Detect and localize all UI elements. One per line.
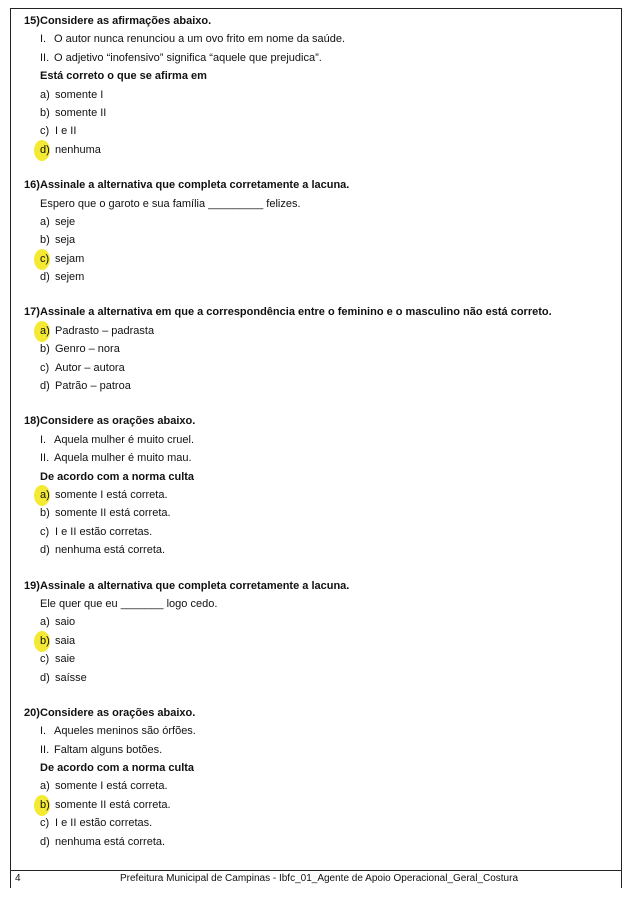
statement-line: [24, 195, 614, 213]
answer-option: [24, 250, 614, 268]
option-text: sejem: [55, 271, 85, 284]
question-stem-text: Assinale a alternativa em que a correspondência entre o feminino e o masculino não está correto.: [40, 306, 552, 319]
option-text: Autor – autora: [55, 361, 125, 374]
question-instruction: [24, 468, 614, 486]
option-letter: c): [40, 252, 50, 265]
answer-option: [24, 814, 614, 832]
question-15: [24, 12, 614, 159]
answer-option: [24, 541, 614, 559]
statement-text: Espero que o garoto e sua família _________ felizes.: [40, 197, 301, 210]
statement-marker: I.: [40, 433, 47, 446]
statement-text: O adjetivo “inofensivo” significa “aquele que prejudica”.: [54, 51, 322, 64]
answer-option: [24, 104, 614, 122]
statement-marker: I.: [40, 33, 47, 46]
question-stem-text: Assinale a alternativa que completa corretamente a lacuna.: [40, 179, 350, 192]
question-stem-text: Assinale a alternativa que completa corretamente a lacuna.: [40, 579, 350, 592]
option-text: somente II está correta.: [55, 507, 171, 520]
question-17: [24, 303, 614, 395]
statement-line: [24, 449, 614, 467]
question-number: 16): [24, 179, 40, 192]
option-letter: c): [40, 125, 50, 138]
question-instruction: [24, 67, 614, 85]
answer-option: [24, 650, 614, 668]
option-letter: b): [40, 507, 50, 520]
option-text: I e II estão corretas.: [55, 817, 153, 830]
option-letter: d): [40, 380, 50, 393]
statement-line: [24, 595, 614, 613]
statement-text: Faltam alguns botões.: [54, 743, 163, 756]
question-number: 19): [24, 579, 40, 592]
answer-option: [24, 613, 614, 631]
answer-option: [24, 122, 614, 140]
option-text: I e II: [55, 125, 77, 138]
question-stem-text: Considere as orações abaixo.: [40, 415, 196, 428]
option-letter: d): [40, 671, 50, 684]
option-text: saísse: [55, 671, 87, 684]
option-text: seje: [55, 215, 76, 228]
statement-text: Aquela mulher é muito mau.: [54, 452, 192, 465]
page-footer: [10, 872, 622, 888]
question-stem: [24, 303, 614, 321]
statement-text: Ele quer que eu _______ logo cedo.: [40, 597, 218, 610]
question-stem-text: Considere as afirmações abaixo.: [40, 15, 212, 27]
option-letter: a): [40, 88, 50, 101]
option-text: somente I está correta.: [55, 488, 168, 501]
answer-option: [24, 213, 614, 231]
question-stem: [24, 704, 614, 722]
option-text: nenhuma: [55, 143, 101, 156]
option-letter: c): [40, 653, 50, 666]
answer-option: [24, 796, 614, 814]
question-19: [24, 577, 614, 687]
statement-text: Aquela mulher é muito cruel.: [54, 433, 195, 446]
answer-option: [24, 340, 614, 358]
statement-text: De acordo com a norma culta: [40, 762, 195, 775]
statement-marker: II.: [40, 51, 50, 64]
option-text: somente II está correta.: [55, 798, 171, 811]
option-text: somente I: [55, 88, 104, 101]
question-18: [24, 412, 614, 559]
statement-text: O autor nunca renunciou a um ovo frito em nome da saúde.: [54, 33, 346, 46]
option-letter: d): [40, 544, 50, 557]
footer-divider: [10, 870, 622, 871]
footer-text: Prefeitura Municipal de Campinas - Ibfc_01_Agente de Apoio Operacional_Geral_Costura: [120, 873, 519, 884]
option-letter: d): [40, 835, 50, 848]
answer-option: [24, 377, 614, 395]
statement-line: [24, 49, 614, 67]
answer-option: [24, 141, 614, 159]
statement-line: [24, 30, 614, 48]
option-letter: d): [40, 143, 50, 156]
question-number: 15): [24, 15, 40, 27]
option-letter: b): [40, 634, 50, 647]
statement-marker: I.: [40, 725, 47, 738]
answer-option: [24, 231, 614, 249]
statement-text: De acordo com a norma culta: [40, 470, 195, 483]
statement-text: Aqueles meninos são órfões.: [54, 725, 196, 738]
question-number: 20): [24, 706, 40, 719]
question-stem: [24, 12, 614, 30]
statement-line: [24, 722, 614, 740]
answer-option: [24, 86, 614, 104]
option-text: seja: [55, 234, 76, 247]
answer-option: [24, 322, 614, 340]
option-text: I e II estão corretas.: [55, 525, 153, 538]
question-16: [24, 176, 614, 286]
option-letter: b): [40, 106, 50, 119]
answer-option: [24, 268, 614, 286]
option-letter: b): [40, 343, 50, 356]
option-letter: c): [40, 817, 50, 830]
option-letter: a): [40, 780, 50, 793]
option-letter: b): [40, 798, 50, 811]
option-letter: a): [40, 215, 50, 228]
question-stem-text: Considere as orações abaixo.: [40, 706, 196, 719]
answer-option: [24, 833, 614, 851]
option-letter: b): [40, 234, 50, 247]
statement-marker: II.: [40, 452, 50, 465]
answer-option: [24, 359, 614, 377]
question-list: [24, 12, 614, 868]
option-text: nenhuma está correta.: [55, 544, 166, 557]
answer-option: [24, 523, 614, 541]
option-text: Genro – nora: [55, 343, 120, 356]
option-letter: a): [40, 488, 50, 501]
answer-option: [24, 777, 614, 795]
question-number: 18): [24, 415, 40, 428]
option-text: Patrão – patroa: [55, 380, 131, 393]
option-text: saia: [55, 634, 76, 647]
option-text: sejam: [55, 252, 85, 265]
page-number: 4: [15, 873, 21, 884]
option-text: somente I está correta.: [55, 780, 168, 793]
answer-option: [24, 632, 614, 650]
option-letter: a): [40, 324, 50, 337]
option-text: Padrasto – padrasta: [55, 324, 155, 337]
option-letter: d): [40, 271, 50, 284]
answer-option: [24, 486, 614, 504]
option-letter: a): [40, 616, 50, 629]
statement-text: Está correto o que se afirma em: [40, 70, 207, 83]
statement-marker: II.: [40, 743, 50, 756]
option-letter: c): [40, 361, 50, 374]
question-instruction: [24, 759, 614, 777]
statement-line: [24, 431, 614, 449]
question-stem: [24, 412, 614, 430]
option-text: somente II: [55, 106, 107, 119]
question-20: [24, 704, 614, 851]
option-text: saie: [55, 653, 76, 666]
option-text: saio: [55, 616, 76, 629]
option-text: nenhuma está correta.: [55, 835, 166, 848]
statement-line: [24, 741, 614, 759]
question-stem: [24, 577, 614, 595]
option-letter: c): [40, 525, 50, 538]
question-stem: [24, 176, 614, 194]
answer-option: [24, 504, 614, 522]
question-number: 17): [24, 306, 40, 319]
answer-option: [24, 669, 614, 687]
